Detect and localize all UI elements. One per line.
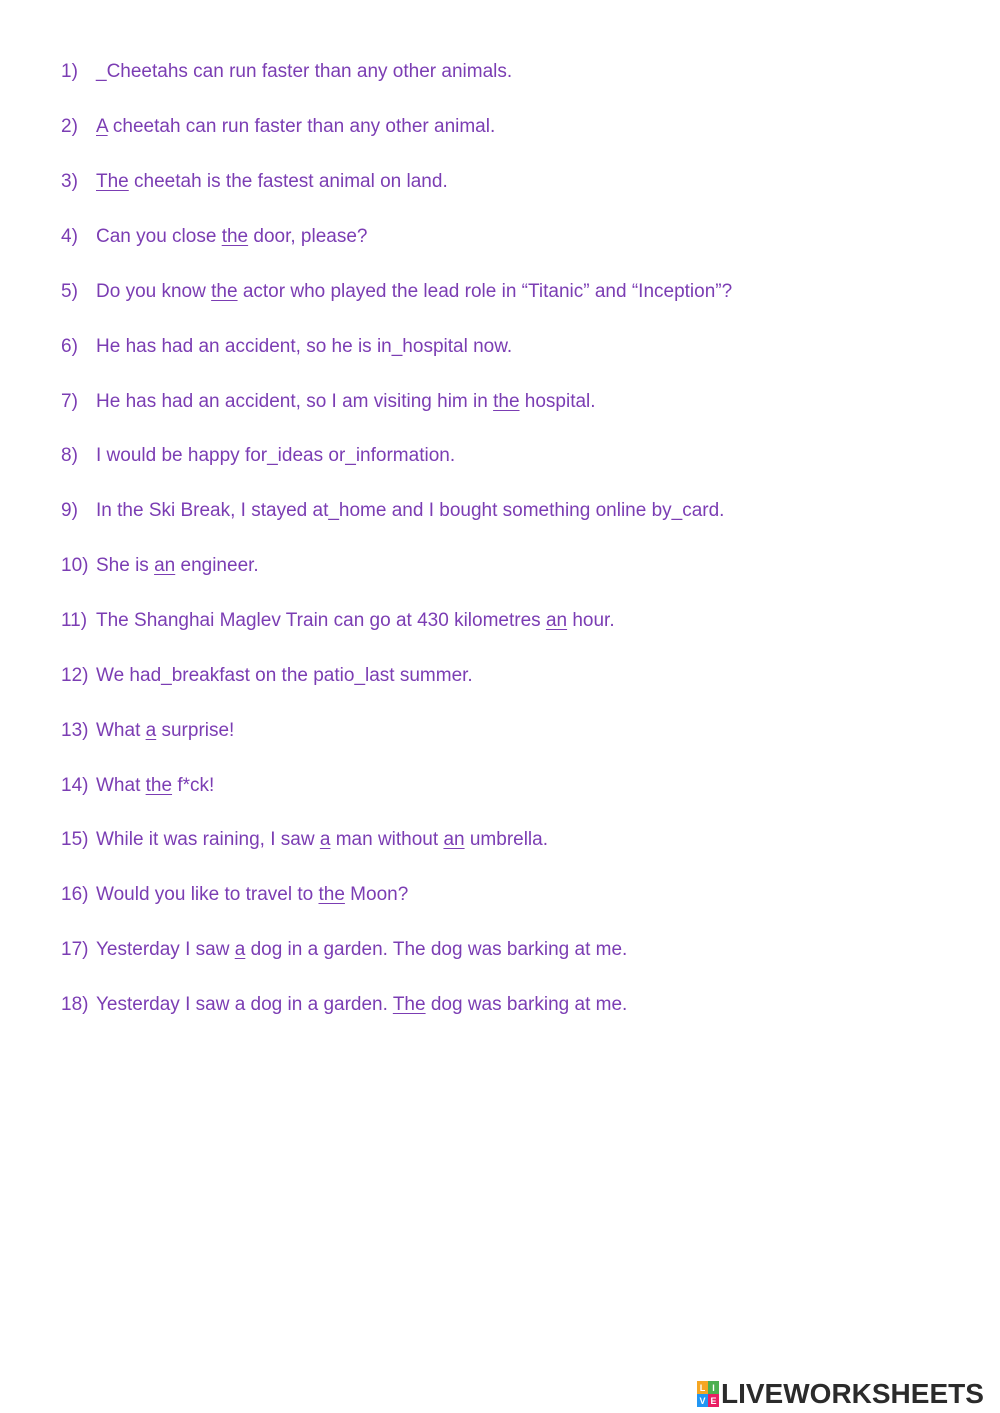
answer-field[interactable]: an <box>545 610 568 631</box>
sentence-number: 7) <box>61 391 78 412</box>
answer-field[interactable]: The <box>392 994 426 1015</box>
sentence-12 <box>61 664 473 688</box>
logo-tile-icon: E <box>708 1394 719 1407</box>
sentence-text: She is <box>96 555 155 576</box>
sentence-11 <box>61 609 615 633</box>
sentence-text: man without <box>330 829 444 850</box>
sentence-17 <box>61 938 627 962</box>
sentence-number: 13) <box>61 720 89 741</box>
sentence-text: Would you like to travel to <box>96 884 319 905</box>
sentence-number: 5) <box>61 281 78 302</box>
sentence-text: Moon? <box>344 884 409 905</box>
sentence-text: hour. <box>567 610 615 631</box>
logo-tile-icon: L <box>697 1381 708 1394</box>
sentence-number: 14) <box>61 775 89 796</box>
sentence-number: 1) <box>61 61 78 82</box>
answer-field[interactable]: an <box>154 555 176 576</box>
answer-field[interactable]: a <box>319 829 331 850</box>
answer-field[interactable]: the <box>145 775 173 796</box>
answer-field[interactable]: the <box>318 884 345 905</box>
sentence-3 <box>61 170 448 194</box>
logo-tile-icon: V <box>697 1394 708 1407</box>
sentence-text: hospital. <box>519 391 596 412</box>
answer-field[interactable]: A <box>96 116 108 137</box>
sentence-text: He has had an accident, so he is in_hospital now. <box>96 336 513 357</box>
sentence-text: f*ck! <box>172 775 215 796</box>
logo-tile-icon: I <box>708 1381 719 1394</box>
sentence-number: 9) <box>61 500 78 521</box>
sentence-text: door, please? <box>248 226 368 247</box>
sentence-text: The Shanghai Maglev Train can go at 430 kilometres <box>96 610 546 631</box>
sentence-number: 11) <box>61 610 88 631</box>
sentence-15 <box>61 828 548 852</box>
sentence-14 <box>61 774 214 798</box>
sentence-text: In the Ski Break, I stayed at_home and I bought something online by_card. <box>96 500 725 521</box>
answer-field[interactable]: The <box>96 171 129 192</box>
sentence-text: He has had an accident, so I am visiting him in <box>96 391 494 412</box>
sentence-text: actor who played the lead role in “Titanic” and “Inception”? <box>237 281 733 302</box>
liveworksheets-logo[interactable] <box>697 1378 984 1410</box>
answer-field[interactable]: the <box>211 281 238 302</box>
sentence-text: We had_breakfast on the patio_last summer. <box>96 665 473 686</box>
sentence-9 <box>61 499 724 523</box>
sentence-number: 4) <box>61 226 78 247</box>
sentence-1 <box>61 60 512 84</box>
sentence-text: Yesterday I saw <box>96 939 235 960</box>
sentence-text: _Cheetahs can run faster than any other animals. <box>96 61 513 82</box>
sentence-text: dog in a garden. The dog was barking at me. <box>245 939 628 960</box>
sentence-2 <box>61 115 495 139</box>
sentence-5 <box>61 280 732 304</box>
sentence-number: 15) <box>61 829 89 850</box>
sentence-number: 18) <box>61 994 89 1015</box>
sentence-text: dog was barking at me. <box>425 994 628 1015</box>
brand-name: LIVEWORKSHEETS <box>721 1378 984 1409</box>
answer-field[interactable]: an <box>443 829 465 850</box>
sentence-text: What <box>96 775 146 796</box>
sentence-number: 3) <box>61 171 78 192</box>
sentence-text: While it was raining, I saw <box>96 829 320 850</box>
sentence-text: What <box>96 720 146 741</box>
sentence-text: surprise! <box>156 720 235 741</box>
sentence-text: umbrella. <box>464 829 548 850</box>
sentence-16 <box>61 883 408 907</box>
sentence-6 <box>61 335 512 359</box>
sentence-8 <box>61 444 455 468</box>
sentence-text: cheetah is the fastest animal on land. <box>128 171 448 192</box>
sentence-18 <box>61 993 627 1017</box>
sentence-number: 8) <box>61 445 78 466</box>
sentence-number: 16) <box>61 884 89 905</box>
answer-field[interactable]: the <box>221 226 249 247</box>
sentence-text: engineer. <box>175 555 259 576</box>
sentence-text: I would be happy for_ideas or_information. <box>96 445 456 466</box>
sentence-number: 12) <box>61 665 89 686</box>
sentence-text: cheetah can run faster than any other animal. <box>107 116 496 137</box>
sentence-number: 6) <box>61 336 78 357</box>
answer-field[interactable]: a <box>145 720 157 741</box>
liveworksheets-logo-icon <box>697 1381 719 1407</box>
sentence-number: 17) <box>61 939 89 960</box>
answer-field[interactable]: the <box>493 391 520 412</box>
sentence-text: Yesterday I saw a dog in a garden. <box>96 994 393 1015</box>
sentence-13 <box>61 719 234 743</box>
sentence-7 <box>61 390 596 414</box>
sentence-number: 2) <box>61 116 78 137</box>
sentence-text: Can you close <box>96 226 222 247</box>
sentence-10 <box>61 554 259 578</box>
sentence-4 <box>61 225 367 249</box>
sentence-number: 10) <box>61 555 89 576</box>
sentence-text: Do you know <box>96 281 212 302</box>
answer-field[interactable]: a <box>234 939 246 960</box>
